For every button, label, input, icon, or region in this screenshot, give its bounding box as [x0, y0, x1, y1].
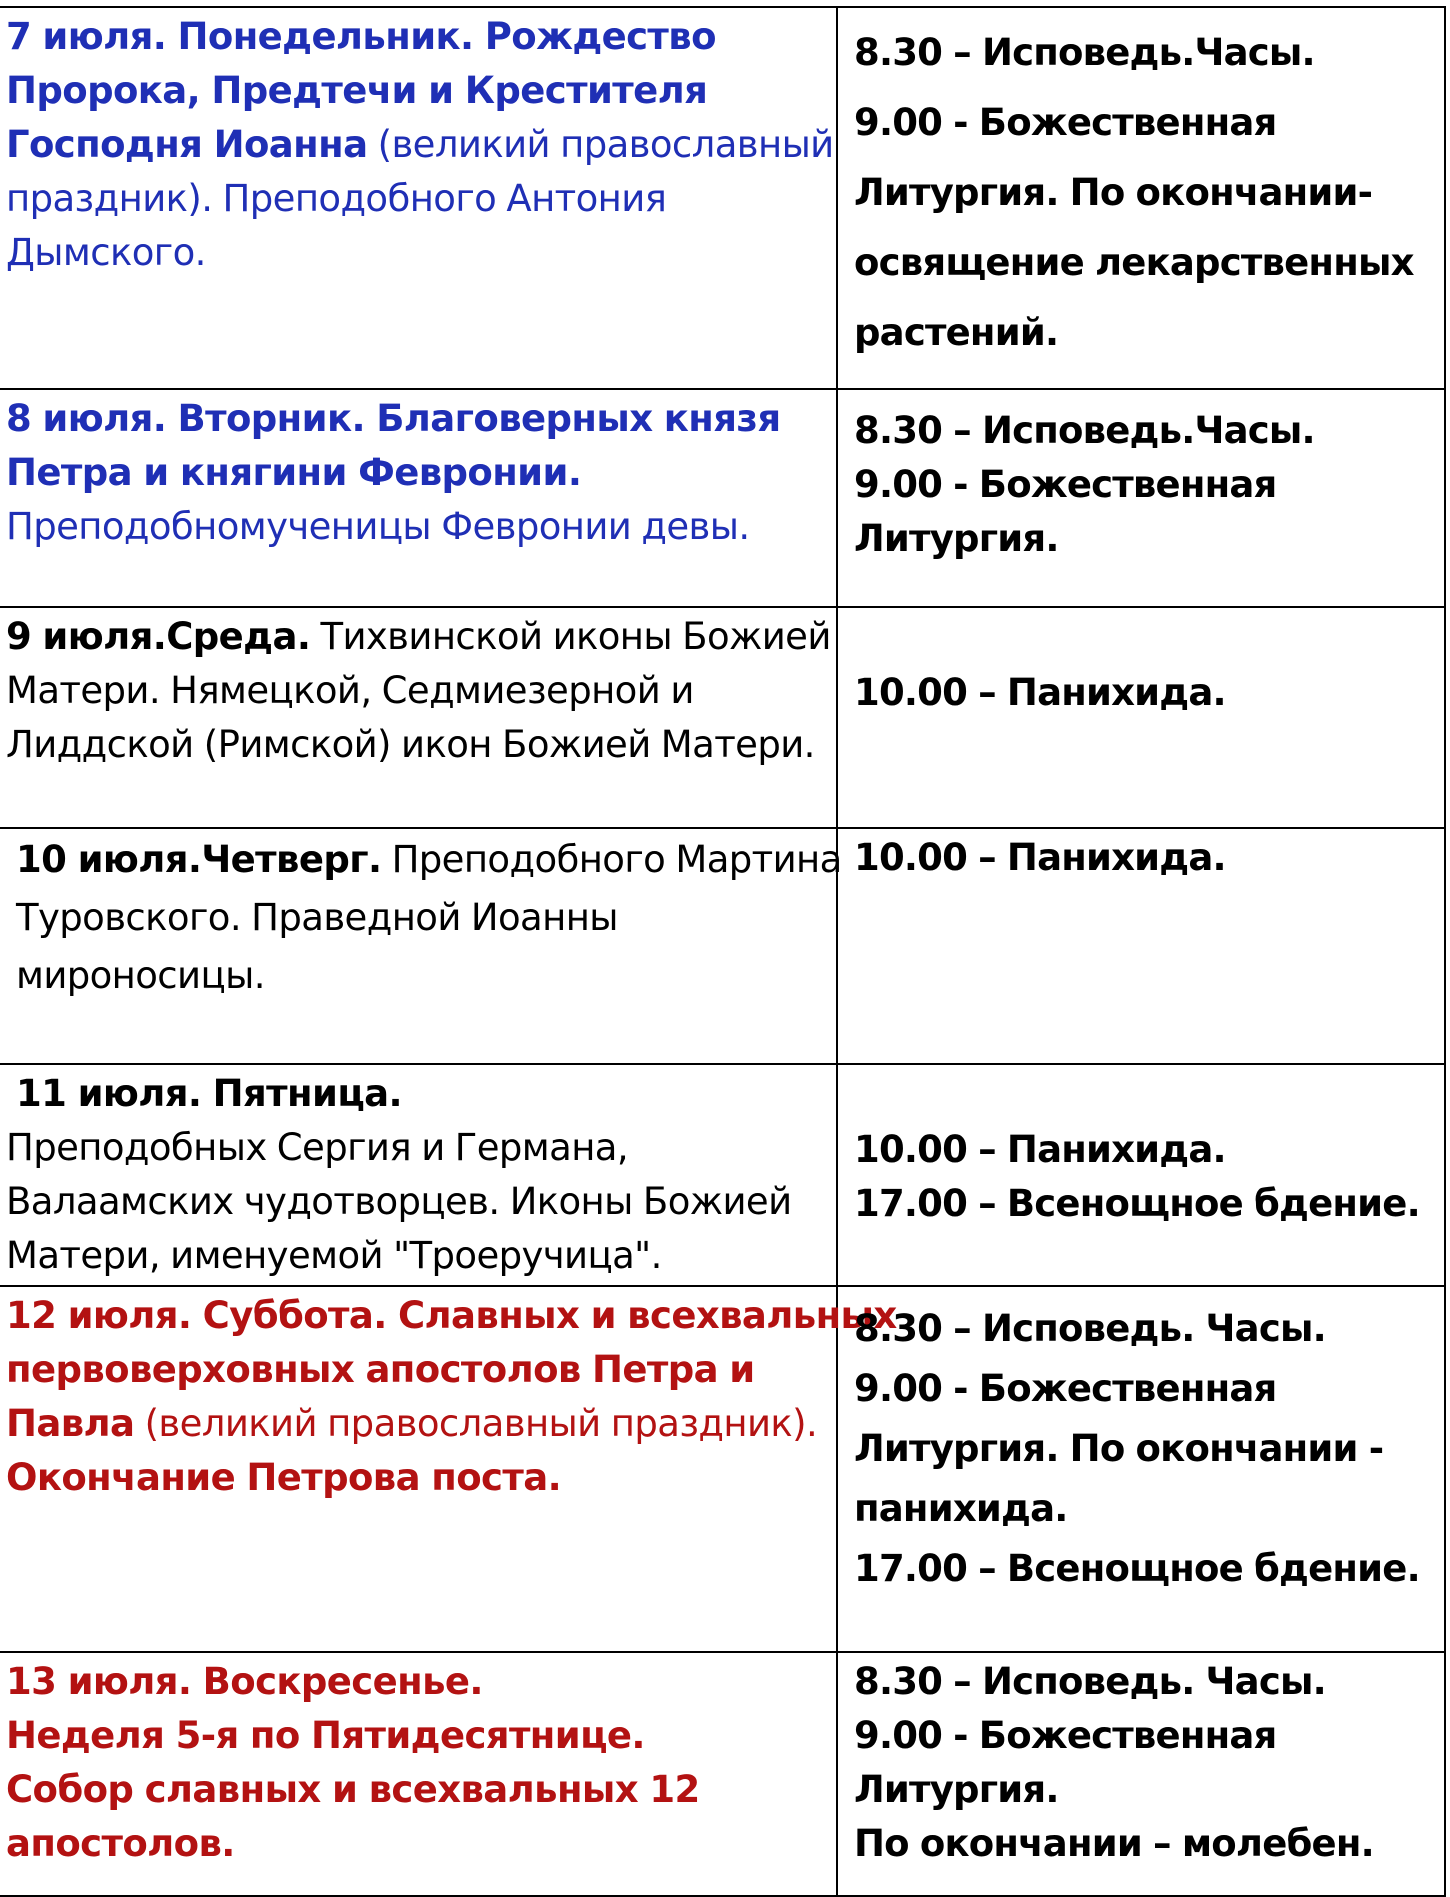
desc-line: Павла (великий православный праздник).: [6, 1402, 818, 1445]
service-line: 8.30 – Исповедь. Часы.: [854, 1660, 1326, 1703]
service-line: 17.00 – Всенощное бдение.: [854, 1547, 1420, 1590]
service-line: 8.30 – Исповедь.Часы.: [854, 409, 1315, 452]
service-line: 8.30 – Исповедь. Часы.: [854, 1307, 1326, 1350]
service-line: 10.00 – Панихида.: [854, 836, 1226, 879]
table-row: [0, 1065, 1444, 1287]
desc-line: Неделя 5-я по Пятидесятнице.: [6, 1714, 645, 1757]
desc-line: Собор славных и всехвальных 12: [6, 1768, 700, 1811]
desc-line: 11 июля. Пятница.: [16, 1072, 402, 1115]
service-times: [838, 1287, 1444, 1651]
service-line: 10.00 – Панихида.: [854, 671, 1226, 714]
desc-line: 7 июля. Понедельник. Рождество: [6, 15, 716, 58]
service-line: Литургия. По окончании -: [854, 1427, 1384, 1470]
service-line: 9.00 - Божественная: [854, 1714, 1277, 1757]
service-times: [838, 390, 1444, 606]
service-line: 9.00 - Божественная: [854, 1367, 1277, 1410]
desc-line: мироносицы.: [16, 954, 265, 997]
desc-line: 9 июля.Среда. Тихвинской иконы Божией: [6, 615, 831, 658]
desc-line: апостолов.: [6, 1822, 235, 1865]
service-line: По окончании – молебен.: [854, 1822, 1374, 1865]
service-line: растений.: [854, 311, 1059, 354]
service-times: [838, 1653, 1444, 1895]
day-description: [0, 390, 838, 606]
service-line: Литургия.: [854, 517, 1059, 560]
desc-line: праздник). Преподобного Антония: [6, 177, 667, 220]
desc-line: Туровского. Праведной Иоанны: [16, 896, 618, 939]
day-description: [0, 829, 842, 1063]
service-times: [838, 1065, 1444, 1285]
day-description: [0, 1065, 838, 1285]
service-line: Литургия. По окончании-: [854, 171, 1373, 214]
desc-line: Матери. Нямецкой, Седмиезерной и: [6, 669, 694, 712]
service-times: [838, 8, 1444, 388]
schedule-table: [0, 6, 1446, 1897]
desc-line: Петра и княгини Февронии.: [6, 451, 582, 494]
desc-line: Пророка, Предтечи и Крестителя: [6, 69, 708, 112]
desc-line: 13 июля. Воскресенье.: [6, 1660, 483, 1703]
table-row: [0, 829, 1444, 1065]
service-line: 9.00 - Божественная: [854, 101, 1277, 144]
service-times: [838, 829, 1444, 1063]
service-line: 17.00 – Всенощное бдение.: [854, 1182, 1420, 1225]
service-times: [838, 608, 1444, 827]
desc-line: первоверховных апостолов Петра и: [6, 1348, 755, 1391]
service-line: 10.00 – Панихида.: [854, 1128, 1226, 1171]
day-description: [0, 608, 838, 827]
desc-line: Преподобномученицы Февронии девы.: [6, 505, 750, 548]
day-description: [0, 1287, 897, 1651]
service-line: 9.00 - Божественная: [854, 463, 1277, 506]
table-row: [0, 1287, 1444, 1653]
day-description: [0, 1653, 838, 1895]
table-row: [0, 1653, 1444, 1895]
desc-line: Окончание Петрова поста.: [6, 1456, 562, 1499]
desc-line: Матери, именуемой "Троеручица".: [6, 1234, 662, 1277]
service-line: панихида.: [854, 1487, 1068, 1530]
desc-line: Валаамских чудотворцев. Иконы Божией: [6, 1180, 792, 1223]
table-row: [0, 390, 1444, 608]
desc-line: 12 июля. Суббота. Славных и всехвальных: [6, 1294, 897, 1337]
service-line: Литургия.: [854, 1768, 1059, 1811]
desc-line: 10 июля.Четверг. Преподобного Мартина: [16, 838, 842, 881]
service-line: освящение лекарственных: [854, 241, 1414, 284]
desc-line: Господня Иоанна (великий православный: [6, 123, 834, 166]
table-row: [0, 608, 1444, 829]
service-line: 8.30 – Исповедь.Часы.: [854, 31, 1315, 74]
desc-line: Преподобных Сергия и Германа,: [6, 1126, 629, 1169]
table-row: [0, 8, 1444, 390]
desc-line: 8 июля. Вторник. Благоверных князя: [6, 397, 781, 440]
desc-line: Лиддской (Римской) икон Божией Матери.: [6, 723, 815, 766]
desc-line: Дымского.: [6, 231, 206, 274]
day-description: [0, 8, 838, 388]
